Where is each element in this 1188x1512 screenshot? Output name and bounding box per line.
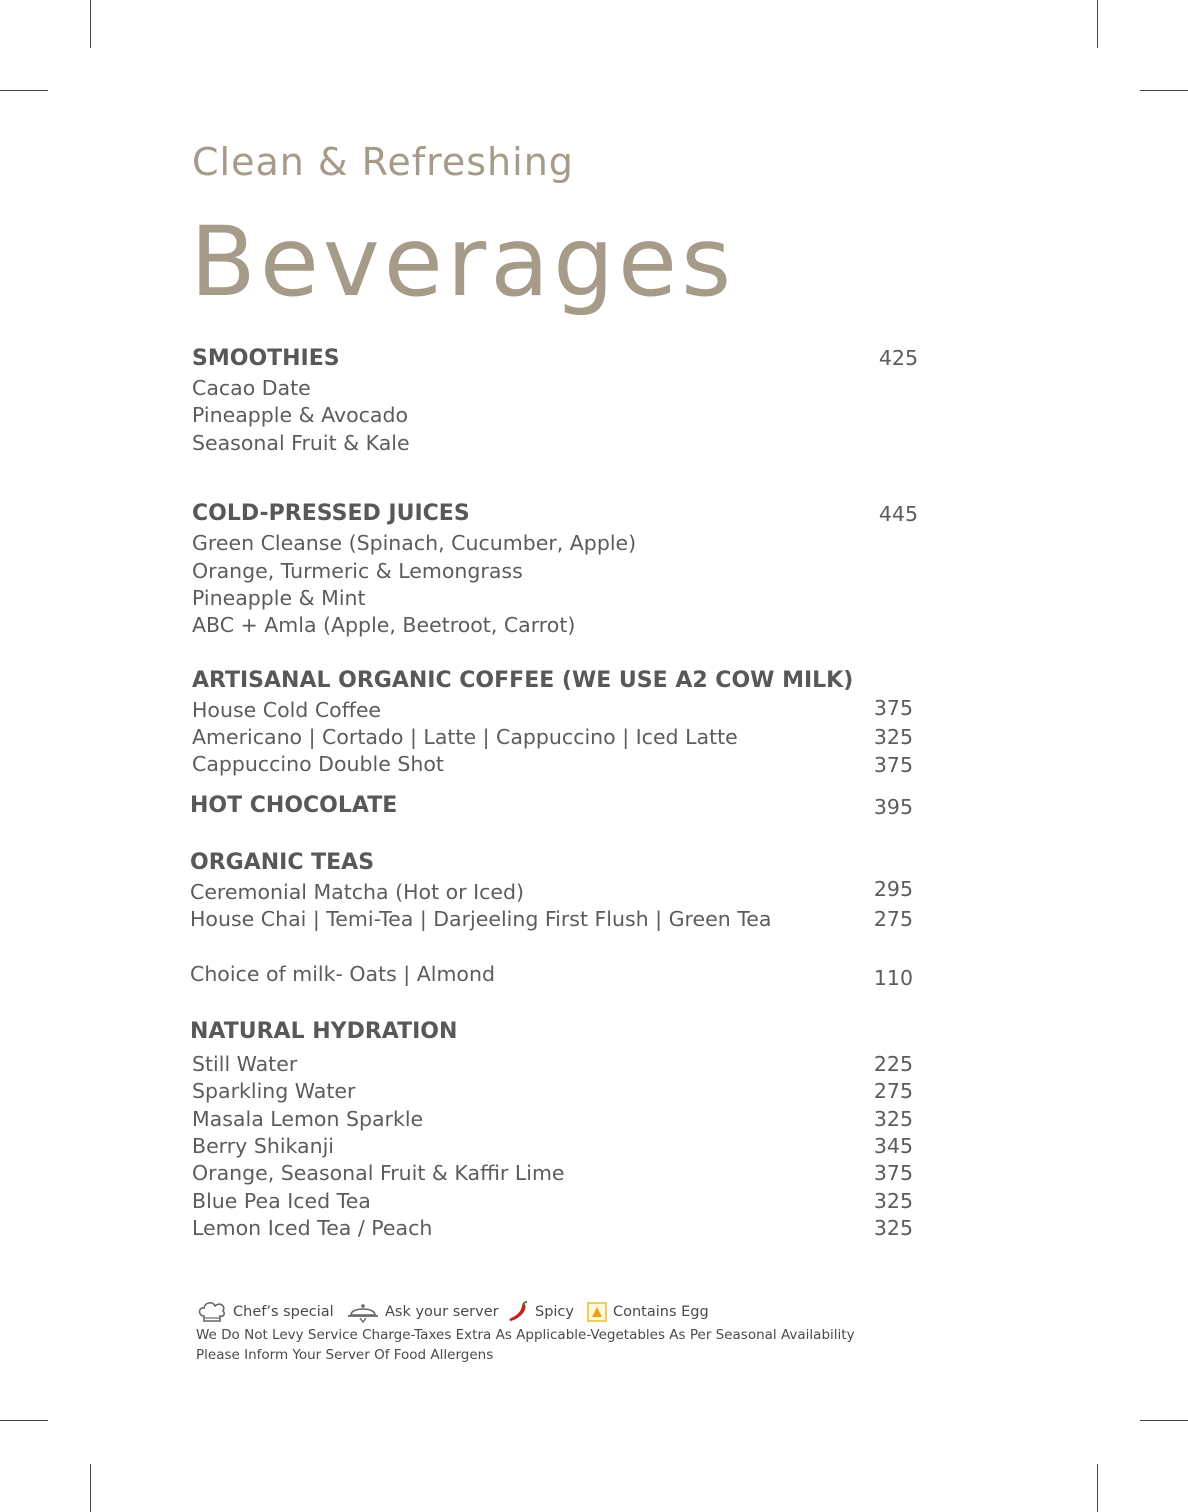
section-heading-juices: COLD-PRESSED JUICES (192, 501, 470, 526)
item-price: 345 (873, 1134, 913, 1158)
section-heading-smoothies: SMOOTHIES (192, 346, 340, 371)
menu-title: Beverages (190, 206, 736, 318)
crop-mark (1140, 90, 1188, 91)
menu-item: Cappuccino Double Shot (192, 752, 444, 776)
menu-item: Pineapple & Avocado (192, 403, 409, 427)
section-heading-coffee: ARTISANAL ORGANIC COFFEE (WE USE A2 COW MILK) (192, 668, 854, 693)
legend-spicy (506, 1300, 574, 1324)
crop-mark (1097, 0, 1098, 48)
section-heading-hot-chocolate: HOT CHOCOLATE (190, 793, 398, 818)
menu-subtitle: Clean & Refreshing (192, 140, 574, 184)
chef-hat-icon (196, 1301, 228, 1323)
item-price: 110 (873, 966, 913, 990)
menu-item: Blue Pea Iced Tea (192, 1189, 371, 1213)
item-price: 375 (873, 696, 913, 720)
crop-mark (90, 1464, 91, 1512)
footer-note: We Do Not Levy Service Charge-Taxes Extra As Applicable-Vegetables As Per Seasonal Availability (196, 1327, 855, 1343)
crop-mark (0, 1420, 48, 1421)
item-price: 325 (873, 1216, 913, 1240)
menu-item: Sparkling Water (192, 1079, 356, 1103)
item-price: 325 (873, 725, 913, 749)
menu-item: Lemon Iced Tea / Peach (192, 1216, 433, 1240)
legend-label: Spicy (535, 1304, 574, 1320)
menu-item: Seasonal Fruit & Kale (192, 431, 410, 455)
item-price: 275 (873, 907, 913, 931)
menu-item: Orange, Seasonal Fruit & Kaffir Lime (192, 1161, 565, 1185)
menu-item: Still Water (192, 1052, 298, 1076)
chili-icon (506, 1300, 530, 1324)
menu-item: Masala Lemon Sparkle (192, 1107, 424, 1131)
menu-item: Cacao Date (192, 376, 311, 400)
section-heading-teas: ORGANIC TEAS (190, 850, 375, 875)
crop-mark (1140, 1420, 1188, 1421)
item-price: 275 (873, 1079, 913, 1103)
legend-label: Chef’s special (233, 1304, 334, 1320)
menu-item: Americano | Cortado | Latte | Cappuccino | Iced Latte (192, 725, 738, 749)
item-price: 225 (873, 1052, 913, 1076)
section-price-juices: 445 (878, 502, 918, 526)
menu-item: Berry Shikanji (192, 1134, 334, 1158)
legend-contains-egg (586, 1300, 709, 1324)
menu-item: ABC + Amla (Apple, Beetroot, Carrot) (192, 613, 576, 637)
legend-label: Contains Egg (613, 1304, 709, 1320)
legend-chefs-special (196, 1300, 334, 1324)
item-price: 325 (873, 1107, 913, 1131)
item-price: 375 (873, 753, 913, 777)
legend-ask-server (346, 1300, 499, 1324)
egg-warning-icon (586, 1301, 608, 1323)
item-price: 375 (873, 1161, 913, 1185)
section-heading-hydration: NATURAL HYDRATION (190, 1019, 458, 1044)
section-price-hot-chocolate: 395 (873, 795, 913, 819)
menu-item: House Chai | Temi-Tea | Darjeeling First Flush | Green Tea (190, 907, 772, 931)
crop-mark (0, 90, 48, 91)
menu-item: Ceremonial Matcha (Hot or Iced) (190, 880, 525, 904)
cloche-icon (346, 1301, 380, 1323)
menu-item: Pineapple & Mint (192, 586, 366, 610)
menu-item: Orange, Turmeric & Lemongrass (192, 559, 523, 583)
item-price: 295 (873, 877, 913, 901)
menu-item: Green Cleanse (Spinach, Cucumber, Apple) (192, 531, 637, 555)
legend-label: Ask your server (385, 1304, 499, 1320)
item-price: 325 (873, 1189, 913, 1213)
crop-mark (90, 0, 91, 48)
menu-item: House Cold Coffee (192, 698, 382, 722)
section-price-smoothies: 425 (878, 346, 918, 370)
footer-note: Please Inform Your Server Of Food Allergens (196, 1347, 494, 1363)
crop-mark (1097, 1464, 1098, 1512)
menu-item: Choice of milk- Oats | Almond (190, 962, 495, 986)
